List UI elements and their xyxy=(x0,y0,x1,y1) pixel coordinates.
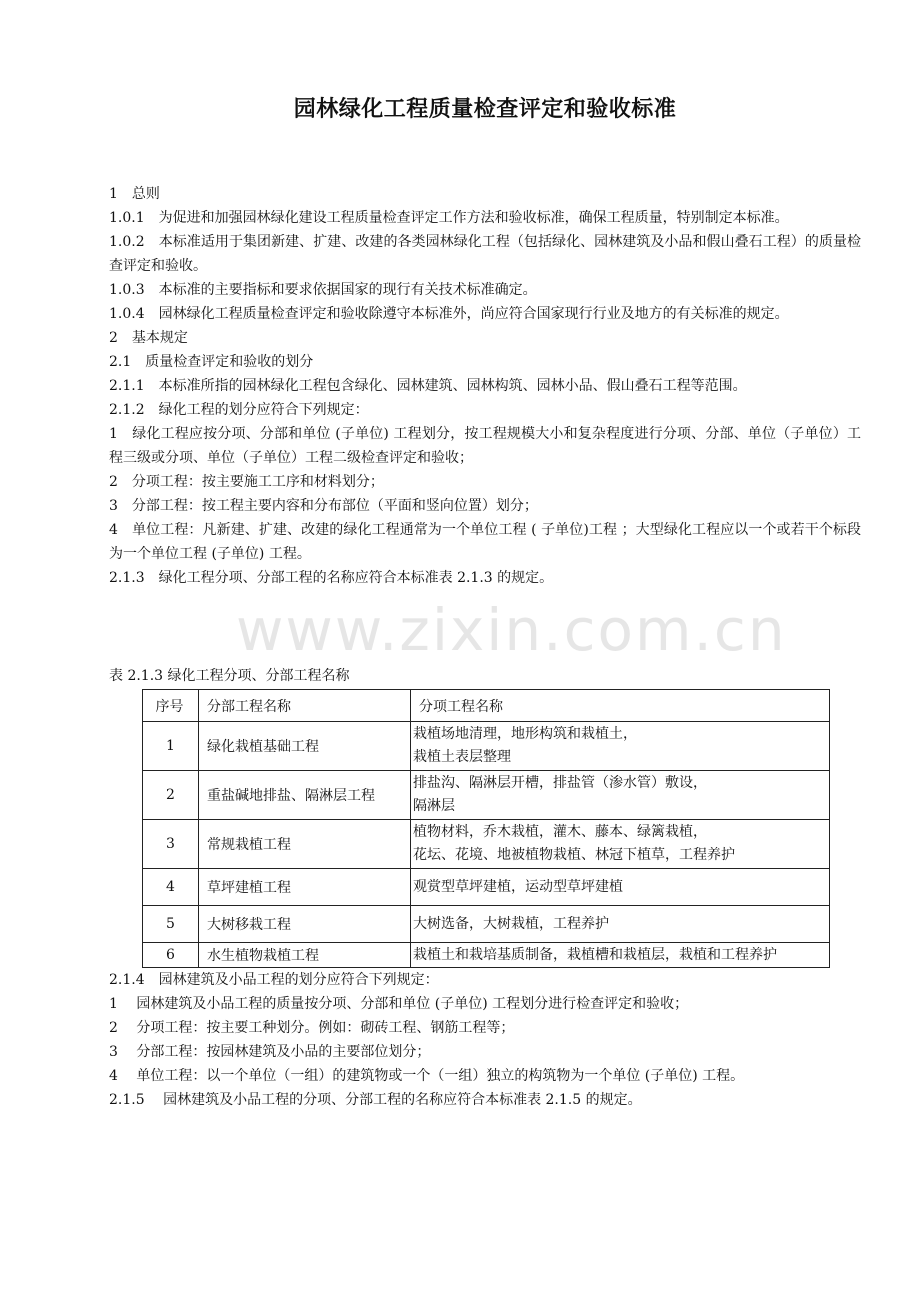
table-row xyxy=(143,906,830,943)
document-title: 园林绿化工程质量检查评定和验收标准 xyxy=(293,97,677,122)
clause-2-1-5: 2.1.5 园林建筑及小品工程的分项、分部工程的名称应符合本标准表 2.1.5 的规定。 xyxy=(109,1092,642,1108)
clause-2-1: 2.1 质量检查评定和验收的划分 xyxy=(109,354,314,370)
rule-item-1: 1 园林建筑及小品工程的质量按分项、分部和单位 (子单位) 工程划分进行检查评定和验收； xyxy=(109,996,689,1012)
cell-no: 4 xyxy=(143,869,199,906)
item-line: 观赏型草坪建植，运动型草坪建植 xyxy=(413,878,623,895)
header-division: 分部工程名称 xyxy=(199,690,411,722)
table-header-row xyxy=(143,690,830,722)
cell-items xyxy=(411,820,830,869)
rule-item-4: 4 单位工程：以一个单位（一组）的建筑物或一个（一组）独立的构筑物为一个单位 (子单位) 工程。 xyxy=(109,1068,745,1084)
watermark: www.zixin.com.cn xyxy=(236,596,787,664)
clause-1-0-2: 1.0.2 本标准适用于集团新建、扩建、改建的各类园林绿化工程（包括绿化、园林建筑及小品和假山叠石工程）的质量检查评定和验收。 xyxy=(109,234,861,274)
clause-2-1-3: 2.1.3 绿化工程分项、分部工程的名称应符合本标准表 2.1.3 的规定。 xyxy=(109,570,554,586)
cell-no: 6 xyxy=(143,943,199,968)
cell-no: 2 xyxy=(143,771,199,820)
cell-items xyxy=(411,771,830,820)
cell-no: 5 xyxy=(143,906,199,943)
table-row xyxy=(143,943,830,968)
item-line: 隔淋层 xyxy=(413,798,455,814)
rule-item-2: 2 分项工程：按主要施工工序和材料划分； xyxy=(109,474,384,490)
table-row xyxy=(143,722,830,771)
rule-item-2: 2 分项工程：按主要工种划分。例如：砌砖工程、钢筋工程等； xyxy=(109,1020,515,1036)
cell-division: 草坪建植工程 xyxy=(199,869,411,906)
cell-division: 绿化栽植基础工程 xyxy=(199,722,411,771)
clause-2-1-1: 2.1.1 本标准所指的园林绿化工程包含绿化、园林建筑、园林构筑、园林小品、假山叠石工程等范围。 xyxy=(109,378,747,394)
cell-division: 水生植物栽植工程 xyxy=(199,943,411,968)
cell-items xyxy=(411,722,830,771)
heading-basic-rules: 2 基本规定 xyxy=(109,330,188,346)
item-line: 排盐沟、隔淋层开槽，排盐管（渗水管）敷设， xyxy=(413,775,707,791)
rule-item-1: 1 绿化工程应按分项、分部和单位 (子单位) 工程划分，按工程规模大小和复杂程度进行分项、分部、单位（子单位）工程三级或分项、单位（子单位）工程二级检查评定和验收； xyxy=(109,426,861,466)
rule-item-3: 3 分部工程：按园林建筑及小品的主要部位划分； xyxy=(109,1044,431,1060)
item-line: 栽植土和栽培基质制备，栽植槽和栽植层，栽植和工程养护 xyxy=(413,946,777,963)
cell-no: 1 xyxy=(143,722,199,771)
heading-general: 1 总则 xyxy=(109,186,160,202)
item-line: 花坛、花境、地被植物栽植、林冠下植草，工程养护 xyxy=(413,847,735,863)
cell-division: 大树移栽工程 xyxy=(199,906,411,943)
division-table xyxy=(142,689,830,968)
clause-2-1-2: 2.1.2 绿化工程的划分应符合下列规定： xyxy=(109,402,369,418)
header-no: 序号 xyxy=(143,690,199,722)
cell-no: 3 xyxy=(143,820,199,869)
table-caption: 表 2.1.3 绿化工程分项、分部工程名称 xyxy=(109,668,350,684)
clause-1-0-4: 1.0.4 园林绿化工程质量检查评定和验收除遵守本标准外，尚应符合国家现行行业及地方的有关标准的规定。 xyxy=(109,306,789,322)
cell-items xyxy=(411,943,830,968)
section-1-and-2-text xyxy=(109,182,861,590)
cell-division: 常规栽植工程 xyxy=(199,820,411,869)
item-line: 栽植土表层整理 xyxy=(413,749,511,765)
rule-item-4: 4 单位工程：凡新建、扩建、改建的绿化工程通常为一个单位工程 ( 子单位)工程 ；大型绿化工程应以一个或若干个标段为一个单位工程 (子单位) 工程。 xyxy=(109,522,861,562)
cell-items xyxy=(411,906,830,943)
table-row xyxy=(143,869,830,906)
rule-item-3: 3 分部工程：按工程主要内容和分布部位（平面和竖向位置）划分； xyxy=(109,498,538,514)
clause-2-1-4: 2.1.4 园林建筑及小品工程的划分应符合下列规定： xyxy=(109,972,439,988)
item-line: 大树选备，大树栽植，工程养护 xyxy=(413,915,609,932)
cell-division: 重盐碱地排盐、隔淋层工程 xyxy=(199,771,411,820)
item-line: 栽植场地清理，地形构筑和栽植土， xyxy=(413,726,637,742)
table-row xyxy=(143,820,830,869)
item-line: 植物材料，乔木栽植，灌木、藤本、绿篱栽植， xyxy=(413,824,707,840)
clause-1-0-1: 1.0.1 为促进和加强园林绿化建设工程质量检查评定工作方法和验收标准，确保工程质量，特别制定本标准。 xyxy=(109,210,789,226)
section-2-1-4-text xyxy=(109,968,861,1112)
header-items: 分项工程名称 xyxy=(411,690,830,722)
clause-1-0-3: 1.0.3 本标准的主要指标和要求依据国家的现行有关技术标准确定。 xyxy=(109,282,537,298)
table-row xyxy=(143,771,830,820)
cell-items xyxy=(411,869,830,906)
